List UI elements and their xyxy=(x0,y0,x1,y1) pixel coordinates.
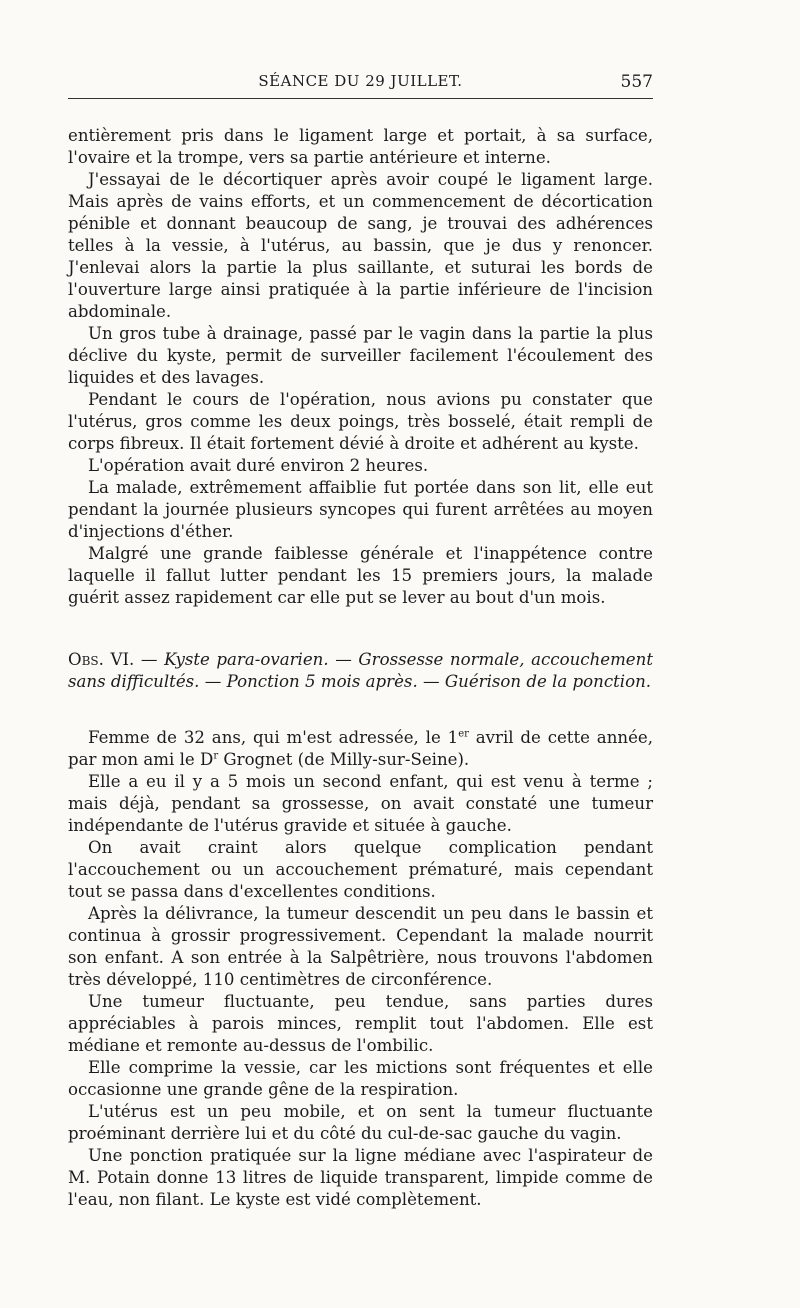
running-title: SÉANCE DU 29 JUILLET. xyxy=(258,72,463,90)
paragraph: Après la délivrance, la tumeur descendit un peu dans le bassin et continua à grossir progressivement. Cependant la malade nourrit son enfant. A son entrée à la Salpêtrière, nous trouvons l'abdomen très développé, 110 centimètres de circonférence. xyxy=(68,904,653,989)
paragraph: J'essayai de le décortiquer après avoir coupé le ligament large. Mais après de vains efforts, et un commencement de décortication pénible et donnant beaucoup de sang, je trouvai des adhérences telles à la vessie, à l'utérus, au bassin, que je dus y renoncer. J'enlevai alors la partie la plus saillante, et suturai les bords de l'ouverture large ainsi pratiquée à la partie inférieure de l'incision abdominale. xyxy=(68,170,653,321)
text-run: avril de cette année, par mon ami le D xyxy=(68,728,653,769)
section-observation-vi xyxy=(68,727,653,1211)
heading-dash: — xyxy=(328,650,359,669)
paragraph: L'opération avait duré environ 2 heures. xyxy=(88,456,429,475)
paragraph: Une ponction pratiquée sur la ligne médiane avec l'aspirateur de M. Potain donne 13 litres de liquide transparent, limpide comme de l'eau, non filant. Le kyste est vidé complètement. xyxy=(68,1146,653,1209)
heading-dash: — xyxy=(417,672,445,691)
paragraph: Malgré une grande faiblesse générale et l'inappétence contre laquelle il fallut lutter pendant les 15 premiers jours, la malade guérit assez rapidement car elle put se lever au bout d'un mois. xyxy=(68,544,653,607)
paragraph: L'utérus est un peu mobile, et on sent la tumeur fluctuante proéminant derrière lui et du côté du cul-de-sac gauche du vagin. xyxy=(68,1102,653,1143)
heading-dash: — xyxy=(134,650,165,669)
page-body xyxy=(68,125,653,1211)
observation-title-part: Guérison de la ponction. xyxy=(444,672,652,691)
paragraph: Elle comprime la vessie, car les mictions sont fréquentes et elle occasionne une grande gêne de la respiration. xyxy=(68,1058,653,1099)
paragraph: La malade, extrêmement affaiblie fut portée dans son lit, elle eut pendant la journée plusieurs syncopes qui furent arrêtées au moyen d'injections d'éther. xyxy=(68,478,653,541)
observation-heading xyxy=(68,649,653,693)
observation-label: Obs. VI. xyxy=(68,650,135,669)
superscript: er xyxy=(458,728,469,740)
text-run: Grognet (de Milly-sur-Seine). xyxy=(218,750,470,769)
paragraph: Elle a eu il y a 5 mois un second enfant, qui est venu à terme ; mais déjà, pendant sa grossesse, on avait constaté une tumeur indépendante de l'utérus gravide et située à gauche. xyxy=(68,772,653,835)
observation-title-part: Grossesse normale, accouchement sans difficultés. xyxy=(68,650,653,691)
observation-title-part: Ponction 5 mois après. xyxy=(226,672,418,691)
paragraph: On avait craint alors quelque complication pendant l'accouchement ou un accouchement prématuré, mais cependant tout se passa dans d'excellentes conditions. xyxy=(68,838,653,901)
superscript: r xyxy=(213,750,219,762)
text-run: Femme de 32 ans, qui m'est adressée, le 1 xyxy=(88,728,459,747)
paragraph xyxy=(68,727,653,771)
page-header xyxy=(68,72,653,99)
heading-dash: — xyxy=(199,672,227,691)
paragraph: Pendant le cours de l'opération, nous avions pu constater que l'utérus, gros comme les deux poings, très bosselé, était rempli de corps fibreux. Il était fortement dévié à droite et adhérent au kyste. xyxy=(68,390,653,453)
observation-title-part: Kyste para-ovarien. xyxy=(164,650,329,669)
paragraph: Un gros tube à drainage, passé par le vagin dans la partie la plus déclive du kyste, permit de surveiller facilement l'écoulement des liquides et des lavages. xyxy=(68,324,653,387)
paragraph: entièrement pris dans le ligament large et portait, à sa surface, l'ovaire et la trompe, vers sa partie antérieure et interne. xyxy=(68,126,653,167)
paragraph: Une tumeur fluctuante, peu tendue, sans parties dures appréciables à parois minces, remplit tout l'abdomen. Elle est médiane et remonte au-dessus de l'ombilic. xyxy=(68,992,653,1055)
section-previous-case xyxy=(68,125,653,609)
page-number: 557 xyxy=(620,72,653,92)
